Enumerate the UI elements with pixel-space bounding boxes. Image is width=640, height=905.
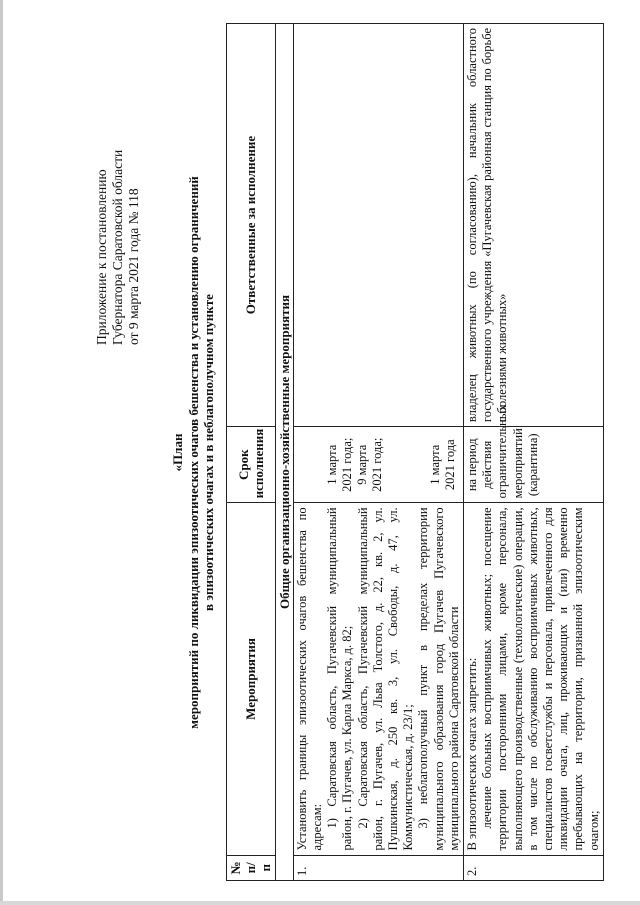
row-responsible: владелец животных (по согласованию), начальник областного государственного учреждения «Пугачевская районная станция по борьбе с болезнями животных» — [464, 24, 604, 427]
document-title — [170, 0, 217, 905]
activity-item: 2) Саратовская область, Пугачевский муниципальный район, г. Пугачев, ул. Льва Толстого, д. 22, кв. 2, ул. Пушкинская, д. 250 кв. 3, ул. Свободы, д. 47, ул. Коммунистическая, д. 23/1; — [355, 507, 416, 851]
plan-table — [226, 23, 604, 881]
activity-text: лечение больных восприимчивых животных; посещение территории посторонними лицами, кроме персонала, выполняющего производственные (технологические) операции, в том числе по обслуживанию восприимчивых животных, специалистов госветслужбы и персонала, привлеченного для ликвидации очага, лиц, проживающих и (или) временно пребывающих на территории, признанной эпизоотическим очагом; — [480, 507, 601, 851]
section-row — [275, 24, 293, 881]
row-number: 1. — [293, 855, 463, 880]
section-title: Общие организационно-хозяйственные мероприятия — [275, 24, 293, 881]
row-activity — [293, 503, 463, 855]
table-row — [464, 24, 604, 881]
title-line: «План — [170, 433, 185, 472]
appendix-line: от 9 марта 2021 года № 118 — [126, 188, 141, 345]
table-row — [293, 24, 463, 881]
header-num: № п/п — [227, 855, 276, 880]
activity-item: 3) неблагополучный пункт в пределах территории муниципального образования город Пугачев Пугачевского муниципального района Саратовской области — [416, 507, 461, 851]
table-header-row — [227, 24, 276, 881]
header-responsible: Ответственные за исполнение — [227, 24, 276, 427]
term-value: 1 марта 2021 года; — [324, 437, 355, 492]
title-line: мероприятий по ликвидации эпизоотических очагов бешенства и установлению ограничений — [185, 176, 201, 729]
appendix-line: Приложение к постановлению — [94, 169, 109, 345]
appendix-note — [94, 45, 142, 345]
term-value: 9 марта 2021 года; — [355, 437, 385, 492]
title-line: в эпизоотических очагах и в неблагополучном пункте — [201, 294, 216, 611]
row-responsible — [293, 24, 463, 427]
activity-intro: Установить границы эпизоотических очагов бешенства по адресам: — [294, 507, 325, 851]
term-value: 1 марта 2021 года — [427, 439, 457, 491]
row-term: на период действия ограничительных мероприятий (карантина) — [464, 427, 604, 503]
row-term — [293, 427, 463, 503]
appendix-line: Губернатора Саратовской области — [110, 149, 125, 345]
header-term: Срок исполнения — [227, 427, 276, 503]
row-activity — [464, 503, 604, 855]
activity-item: 1) Саратовская область, Пугачевский муниципальный район, г. Пугачев, ул. Карла Маркса, д. 82; — [325, 507, 355, 851]
activity-intro: В эпизоотических очагах запретить: — [465, 657, 480, 851]
header-activity: Мероприятия — [227, 503, 276, 855]
row-number: 2. — [464, 855, 604, 880]
